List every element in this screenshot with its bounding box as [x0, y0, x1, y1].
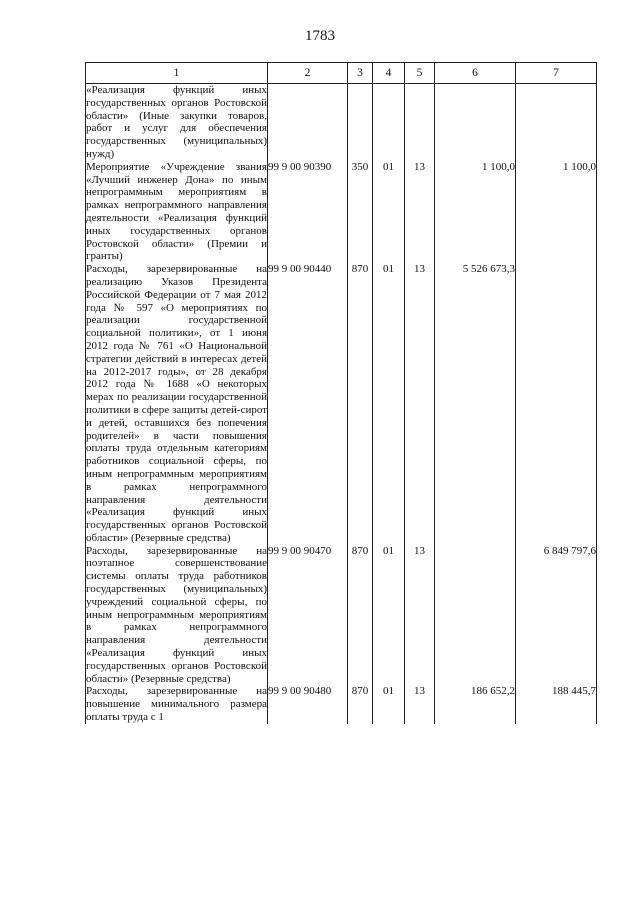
row-expense-type: 870 — [348, 263, 373, 545]
table-header-row — [86, 63, 597, 84]
row-amount-year1 — [435, 545, 516, 686]
budget-table — [85, 62, 597, 724]
row-amount-year1: 5 526 673,3 — [435, 263, 516, 545]
header-col-7: 7 — [516, 63, 597, 84]
row-amount-year2: 1 100,0 — [516, 161, 597, 263]
row-target-code: 99 9 00 90440 — [268, 263, 348, 545]
row-section: 01 — [373, 685, 405, 723]
row-amount-year2: 188 445,7 — [516, 685, 597, 723]
row-subsection: 13 — [405, 545, 435, 686]
row-description: Мероприятие «Учреждение звания «Лучший инженер Дона» по иным непрограммным мероприятиям в рамках непрограммного направления деятельности «Реализация функций иных государственных органов Ростовской области» (Премии и гранты) — [86, 160, 267, 263]
table-row — [86, 161, 597, 263]
header-col-3: 3 — [348, 63, 373, 84]
header-col-1: 1 — [86, 63, 268, 84]
row-description: Расходы, зарезервированные на реализацию Указов Президента Российской Федерации от 7 мая 2012 года № 597 «О мероприятиях по реализации государственной социальной политики», от 1 июня 2012 года № 761 «О Национальной стратегии действий в интересах детей на 2012-2017 годы», от 28 декабря 2012 года № 1688 «О некоторых мерах по реализации государственной политики в сфере защиты детей-сирот и детей, оставшихся без попечения родителей» в части повышения оплаты труда отдельным категориям работников социальной сферы, по иным непрограммным мероприятиям в рамках непрограммного направления деятельности «Реализация функций иных государственных органов Ростовской области» (Резервные средства) — [86, 263, 267, 544]
table-row — [86, 545, 597, 686]
row-amount-year2 — [516, 84, 597, 161]
row-amount-year1 — [435, 84, 516, 161]
table-row — [86, 685, 597, 723]
row-target-code — [268, 84, 348, 161]
row-subsection — [405, 84, 435, 161]
row-target-code: 99 9 00 90480 — [268, 685, 348, 723]
row-section: 01 — [373, 161, 405, 263]
row-expense-type — [348, 84, 373, 161]
row-amount-year2 — [516, 263, 597, 545]
row-section: 01 — [373, 263, 405, 545]
row-section: 01 — [373, 545, 405, 686]
row-expense-type: 870 — [348, 685, 373, 723]
header-col-5: 5 — [405, 63, 435, 84]
header-col-6: 6 — [435, 63, 516, 84]
row-section — [373, 84, 405, 161]
table-row — [86, 263, 597, 545]
row-amount-year1: 1 100,0 — [435, 161, 516, 263]
page-number: 1783 — [305, 28, 335, 44]
row-target-code: 99 9 00 90390 — [268, 161, 348, 263]
row-amount-year2: 6 849 797,6 — [516, 545, 597, 686]
row-expense-type: 870 — [348, 545, 373, 686]
row-expense-type: 350 — [348, 161, 373, 263]
header-col-2: 2 — [268, 63, 348, 84]
row-target-code: 99 9 00 90470 — [268, 545, 348, 686]
row-subsection: 13 — [405, 263, 435, 545]
row-subsection: 13 — [405, 161, 435, 263]
row-description: Расходы, зарезервированные на поэтапное совершенствование системы оплаты труда работников государственных (муниципальных) учреждений социальной сферы, по иным непрограммным мероприятиям в рамках непрограммного направления деятельности «Реализация функций иных государственных органов Ростовской области» (Резервные средства) — [86, 544, 267, 685]
row-amount-year1: 186 652,2 — [435, 685, 516, 723]
row-description: «Реализация функций иных государственных органов Ростовской области» (Иные закупки товаров, работ и услуг для обеспечения государственных (муниципальных) нужд) — [86, 84, 267, 160]
row-description: Расходы, зарезервированные на повышение минимального размера оплаты труда с 1 — [86, 685, 267, 724]
table-row — [86, 84, 597, 161]
header-col-4: 4 — [373, 63, 405, 84]
row-subsection: 13 — [405, 685, 435, 723]
